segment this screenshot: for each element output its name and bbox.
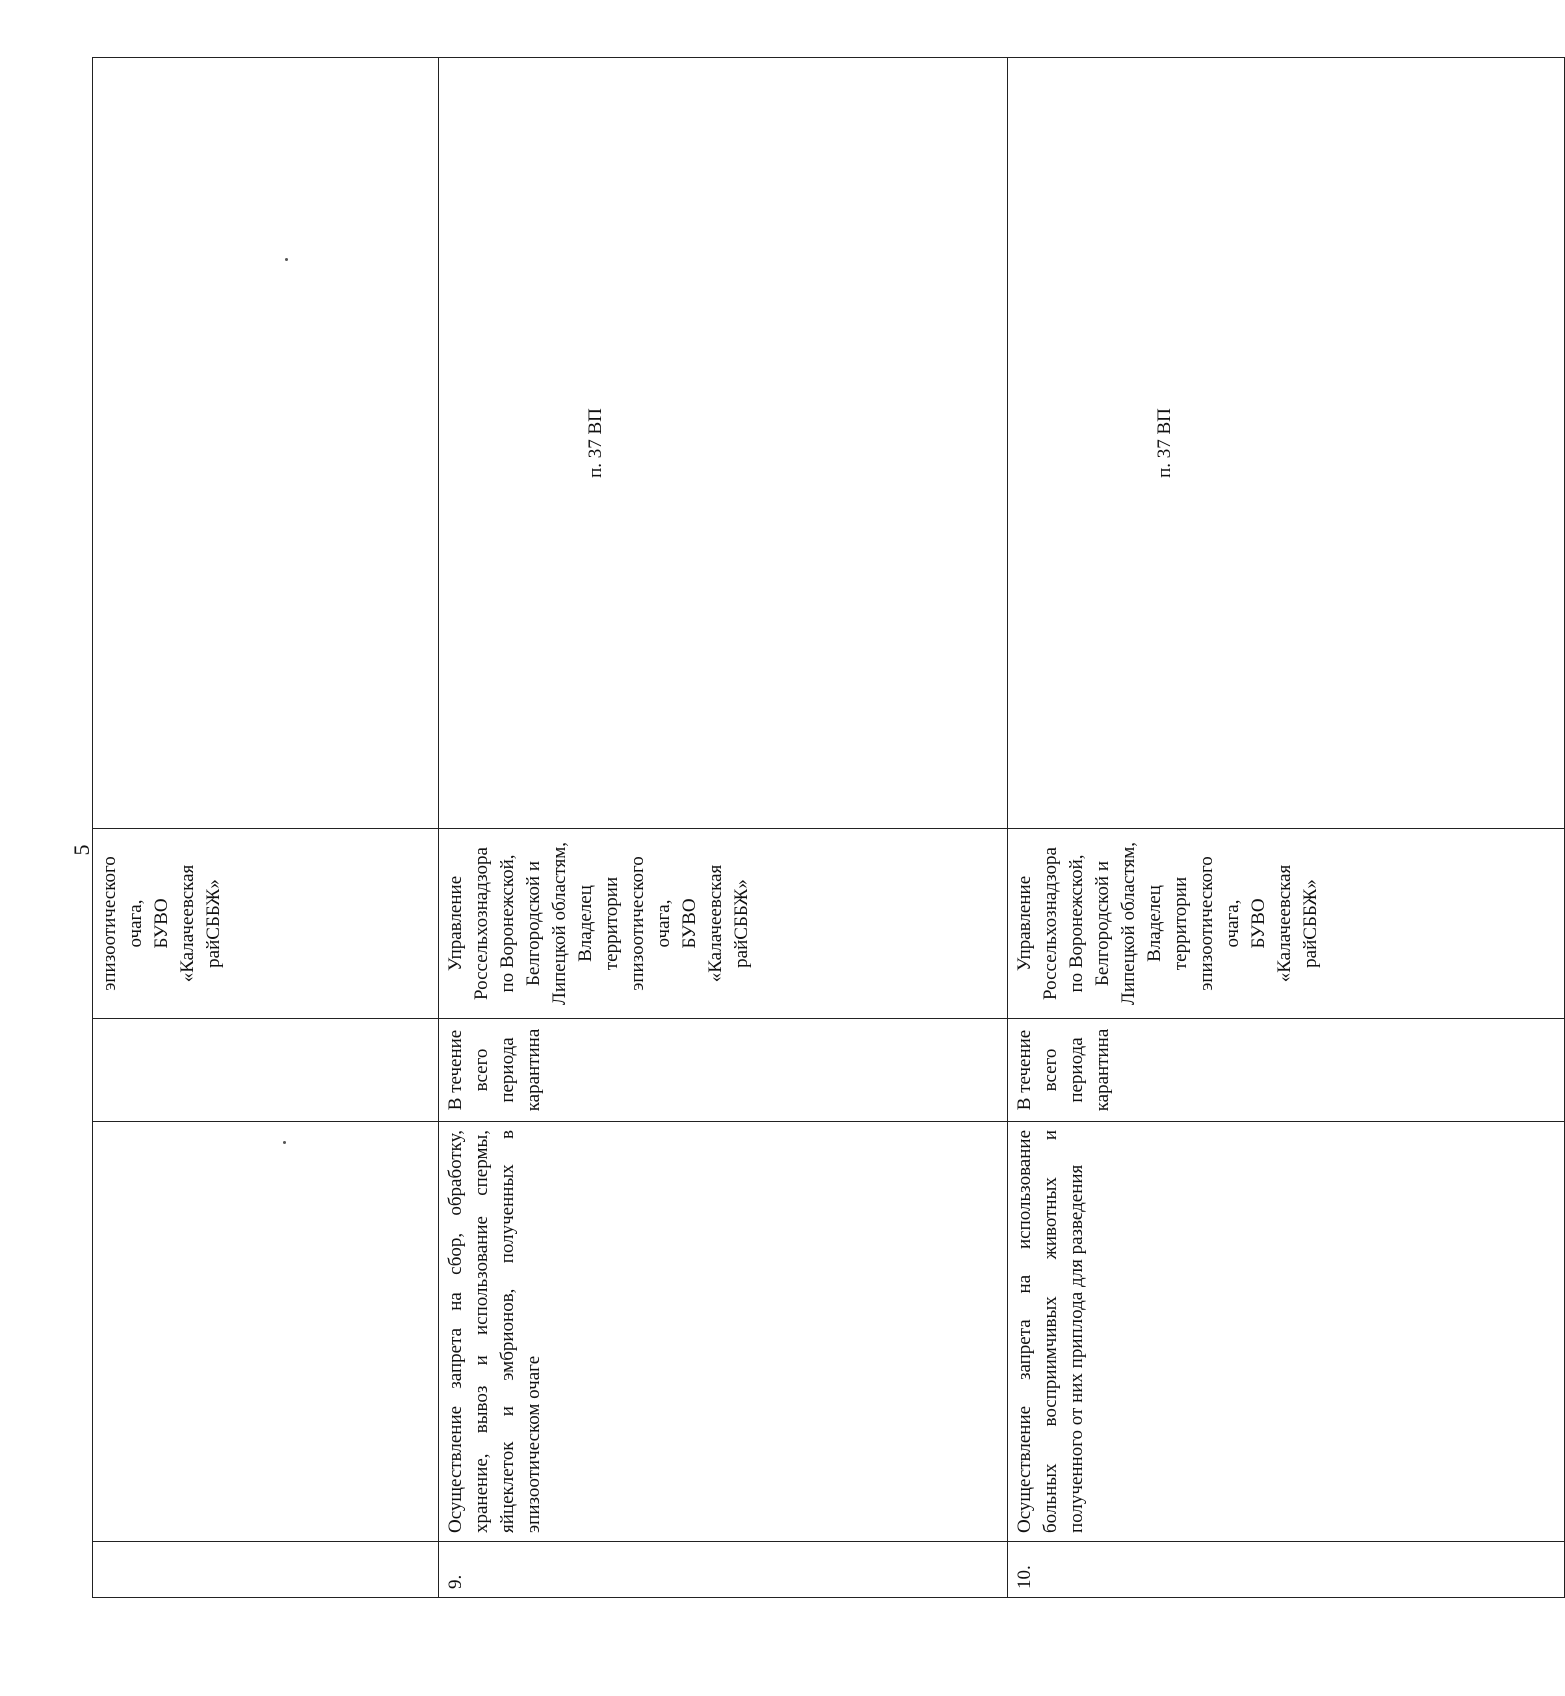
responsible-line: Управление [445,875,466,972]
table-row [1008,58,1565,1598]
responsible-line: Белгородской и [523,860,544,987]
responsible-line: Липецкой областям, [1118,841,1139,1006]
page-number: 5 [69,844,94,856]
responsible-line: райСББЖ» [1300,879,1321,968]
responsible-line: «Калачеевская [705,864,726,983]
responsible-line: райСББЖ» [731,879,752,968]
responsible-line: Управление [1014,875,1035,972]
cell-term [1008,1019,1565,1122]
term-line: карантина [523,1028,544,1112]
cell-responsible [93,829,439,1019]
responsible-line: эпизоотического [1196,856,1217,991]
rotated-page-content [92,58,1321,1598]
responsible-line: Липецкой областям, [549,841,570,1006]
responsible-line: Россельхознадзора [1040,847,1061,1000]
responsible-line: БУВО [151,898,172,949]
cell-term [439,1019,1008,1122]
cell-basis [93,58,439,829]
responsible-line: «Калачеевская [1274,864,1295,983]
responsible-line: Россельхознадзора [471,847,492,1000]
cell-responsible [1008,829,1565,1019]
table-row-continued [93,58,439,1598]
responsible-line: по Воронежской, [1066,854,1087,993]
responsible-line: по Воронежской, [497,854,518,993]
responsible-line: «Калачеевская [177,864,198,983]
responsible-line: БУВО [679,898,700,949]
responsible-line: райСББЖ» [203,879,224,968]
term-line: карантина [1092,1028,1113,1112]
cell-measure [93,1122,439,1542]
responsible-line: Белгородской и [1092,860,1113,987]
term-line: всего [1040,1048,1061,1092]
term-line: периода [1066,1037,1087,1103]
term-line: всего [471,1048,492,1092]
cell-basis: п. 37 ВП [1008,58,1565,829]
cell-basis: п. 37 ВП [439,58,1008,829]
scan-speck [285,258,288,261]
cell-number: 9. [439,1542,1008,1598]
term-line: В течение [445,1029,466,1111]
responsible-line: эпизоотического [99,856,120,991]
cell-number [93,1542,439,1598]
responsible-line: территории [601,876,622,971]
cell-number: 10. [1008,1542,1565,1598]
measures-table [92,57,1565,1598]
responsible-line: очага, [1222,899,1243,948]
term-line: В течение [1014,1029,1035,1111]
cell-measure: Осуществление запрета на использование больных восприимчивых животных и полученного от них приплода для разведения [1008,1122,1565,1542]
cell-measure: Осуществление запрета на сбор, обработку, хранение, вывоз и использование спермы, яйцеклеток и эмбрионов, полученных в эпизоотическом очаге [439,1122,1008,1542]
responsible-line: очага, [125,899,146,948]
cell-responsible [439,829,1008,1019]
scan-speck [283,1141,286,1144]
responsible-line: территории [1170,876,1191,971]
responsible-line: очага, [653,899,674,948]
cell-term [93,1019,439,1122]
table-row [439,58,1008,1598]
responsible-line: Владелец [1144,885,1165,962]
term-line: периода [497,1037,518,1103]
responsible-line: Владелец [575,885,596,962]
responsible-line: эпизоотического [627,856,648,991]
responsible-line: БУВО [1248,898,1269,949]
